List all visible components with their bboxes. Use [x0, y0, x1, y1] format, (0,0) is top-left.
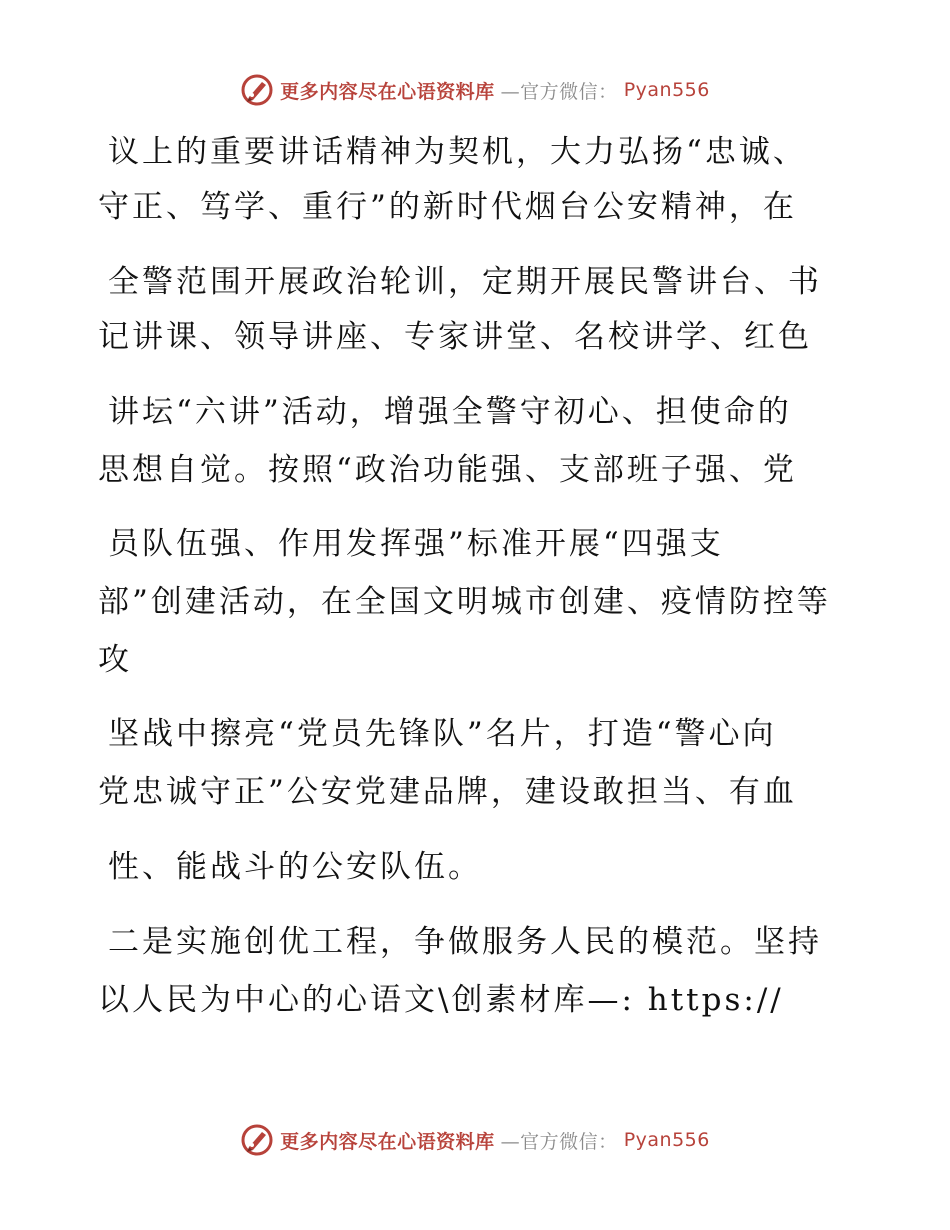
footer-wechat-id: Pyan556	[623, 1129, 710, 1151]
body-line: 全警范围开展政治轮训，定期开展民警讲台、书	[108, 264, 822, 300]
header-banner	[0, 70, 950, 110]
body-line: 攻	[98, 642, 132, 678]
body-line: 党忠诚守正”公安党建品牌，建设敢担当、有血	[98, 774, 797, 810]
footer-wechat-label: —官方微信：	[500, 1130, 618, 1153]
body-line: 思想自觉。按照“政治功能强、支部班子强、党	[98, 452, 797, 488]
footer-banner	[0, 1120, 950, 1160]
body-line: 性、能战斗的公安队伍。	[108, 849, 482, 885]
header-title: 更多内容尽在心语资料库	[280, 80, 495, 103]
header-wechat-id: Pyan556	[623, 79, 710, 101]
pen-logo-icon	[240, 73, 274, 107]
body-line: 议上的重要讲话精神为契机，大力弘扬“忠诚、	[108, 134, 807, 170]
footer-title: 更多内容尽在心语资料库	[280, 1130, 495, 1153]
body-line: 部”创建活动，在全国文明城市创建、疫情防控等	[98, 584, 831, 620]
body-line: 员队伍强、作用发挥强”标准开展“四强支	[108, 526, 724, 562]
body-line: 二是实施创优工程，争做服务人民的模范。坚持	[108, 924, 822, 960]
body-line: 坚战中擦亮“党员先锋队”名片，打造“警心向	[108, 716, 777, 752]
body-line: 记讲课、领导讲座、专家讲堂、名校讲学、红色	[98, 319, 812, 355]
body-line: 守正、笃学、重行”的新时代烟台公安精神，在	[98, 189, 797, 225]
pen-logo-icon	[240, 1123, 274, 1157]
body-line: 以人民为中心的心语文\创素材库—: https://	[98, 982, 784, 1018]
header-wechat-label: —官方微信：	[500, 80, 618, 103]
body-line: 讲坛“六讲”活动，增强全警守初心、担使命的	[108, 394, 792, 430]
